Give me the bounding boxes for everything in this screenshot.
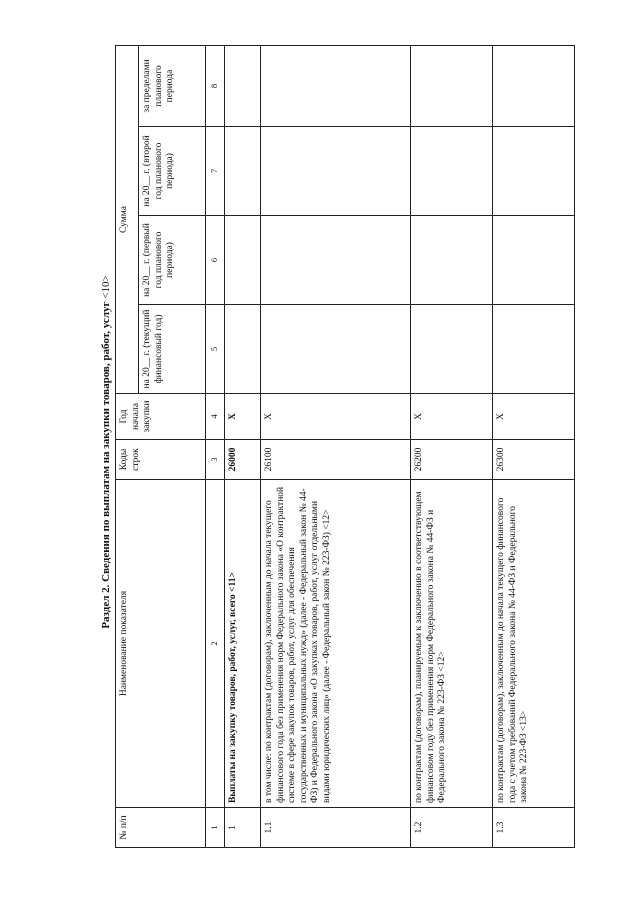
row-sum-current — [225, 305, 261, 394]
row-sum-first — [225, 216, 261, 305]
row-name: по контрактам (договорам), заключенным до начала текущего финансового года с учетом требований Федерального закона № 44-ФЗ и Федерального закона № 223-ФЗ <13> — [493, 480, 575, 808]
row-sum-first — [261, 216, 411, 305]
row-sum-beyond — [261, 45, 411, 126]
header-sum-beyond: за пределами планового периода — [139, 45, 206, 126]
row-code: 26100 — [261, 440, 411, 480]
row-num: 1 — [225, 808, 261, 848]
column-number-row — [206, 45, 225, 847]
header-sum: Сумма — [116, 45, 139, 393]
row-sum-second — [225, 127, 261, 216]
section-title-text: Раздел 2. Сведения по выплатам на закупки товаров, работ, услуг — [100, 301, 112, 629]
table-row — [225, 45, 261, 847]
col-number: 2 — [206, 480, 225, 808]
col-number: 5 — [206, 305, 225, 394]
header-sum-first: на 20__ г. (первый год планового периода) — [139, 216, 206, 305]
col-number: 3 — [206, 440, 225, 480]
row-name: по контрактам (договорам), планируемым к заключению в соответствующем финансовом году без применения норм Федерального закона № 44-ФЗ и Федерального закона № 223-ФЗ <12> — [411, 480, 493, 808]
col-number: 8 — [206, 45, 225, 126]
col-number: 6 — [206, 216, 225, 305]
header-num: № п/п — [116, 808, 206, 848]
row-name: в том числе: по контрактам (договорам), заключенным до начала текущего финансового года без применения норм Федерального закона «О контрактной системе в сфере закупок товаров, работ, услуг для обеспечения государственных и муниципальных нужд» (далее - Федеральный закон № 44-ФЗ) и Федерального закона «О закупках товаров, работ, услуг отдельными видами юридических лиц» (далее - Федеральный закон № 223-ФЗ) <12> — [261, 480, 411, 808]
table-row — [411, 45, 493, 847]
section-title — [100, 0, 113, 904]
row-sum-current — [261, 305, 411, 394]
table-row — [261, 45, 411, 847]
header-sum-second: на 20__ г. (второй год планового периода) — [139, 127, 206, 216]
header-row-1 — [116, 45, 139, 847]
row-sum-beyond — [225, 45, 261, 126]
row-year: X — [261, 394, 411, 440]
row-year: X — [225, 394, 261, 440]
row-num: 1.1 — [261, 808, 411, 848]
row-code: 26000 — [225, 440, 261, 480]
row-num: 1.2 — [411, 808, 493, 848]
col-number: 4 — [206, 394, 225, 440]
table-row — [493, 45, 575, 847]
row-sum-beyond — [493, 45, 575, 126]
row-year: X — [493, 394, 575, 440]
row-year: X — [411, 394, 493, 440]
row-sum-second — [493, 127, 575, 216]
row-sum-second — [261, 127, 411, 216]
row-sum-second — [411, 127, 493, 216]
header-sum-current: на 20__ г. (текущий финансовый год) — [139, 305, 206, 394]
row-sum-current — [411, 305, 493, 394]
row-code: 26300 — [493, 440, 575, 480]
row-sum-beyond — [411, 45, 493, 126]
section-title-note: <10> — [100, 275, 112, 299]
row-name: Выплаты на закупку товаров, работ, услуг, всего <11> — [225, 480, 261, 808]
col-number: 7 — [206, 127, 225, 216]
col-number: 1 — [206, 808, 225, 848]
row-sum-first — [411, 216, 493, 305]
row-num: 1.3 — [493, 808, 575, 848]
row-sum-first — [493, 216, 575, 305]
header-code: Коды строк — [116, 440, 206, 480]
payments-table — [115, 45, 575, 848]
row-code: 26200 — [411, 440, 493, 480]
header-year: Год начала закупки — [116, 394, 206, 440]
row-sum-current — [493, 305, 575, 394]
header-name: Наименование показателя — [116, 480, 206, 808]
